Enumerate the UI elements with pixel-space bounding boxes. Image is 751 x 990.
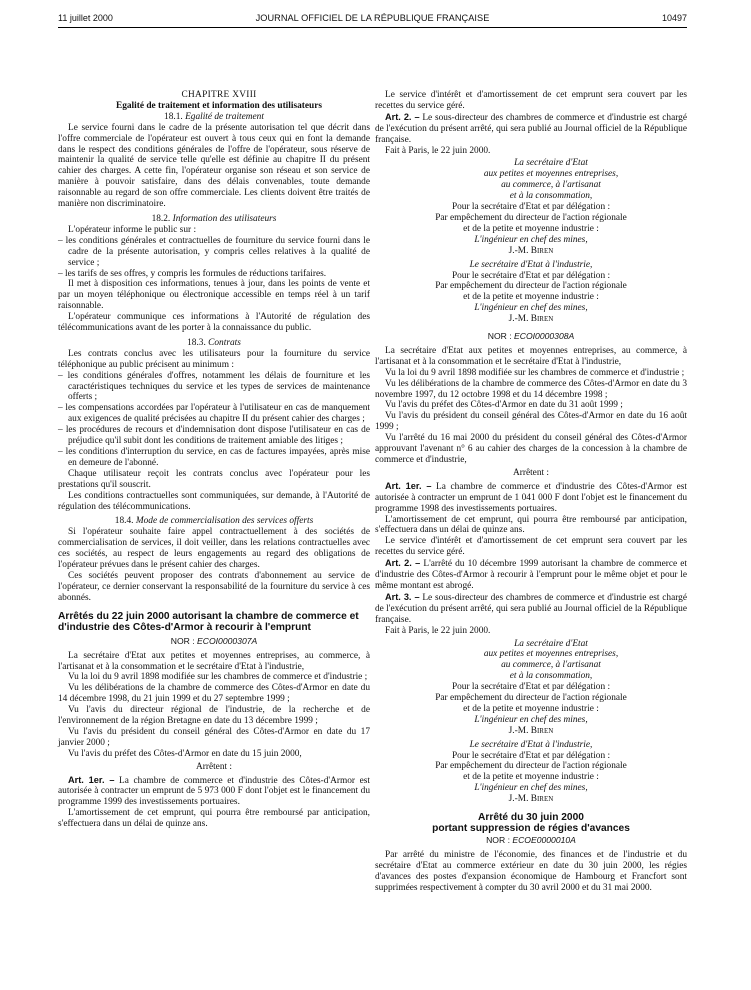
paragraph: La secrétaire d'Etat aux petites et moyennes entreprises, au commerce, à l'artisanat et à la consommation et le secrétaire d'Etat à l'industrie, bbox=[58, 650, 370, 672]
section-heading: 18.1. Egalité de traitement bbox=[164, 111, 264, 122]
paragraph: Le service d'intérêt et d'amortissement de cet emprunt sera couvert par les recettes du service géré. bbox=[375, 90, 687, 111]
signature-block: La secrétaire d'Etat aux petites et moyennes entreprises, au commerce, à l'artisanat et à la consommation, Pour la secrétaire d'Etat et par délégation : Par empêchement du directeur de l'action régionale et de la petite et moyenne industrie : L'ingénieur en chef des mines, J.-M. Biren bbox=[435, 638, 627, 736]
paragraph: Vu la loi du 9 avril 1898 modifiée sur les chambres de commerce et d'industrie ; bbox=[68, 672, 368, 683]
paragraph: Il met à disposition ces informations, tenues à jour, dans les points de vente et par un moyen téléphonique ou électronique accessible en temps réel à un tarif raisonnable. bbox=[58, 279, 370, 312]
section-heading: 18.2. Information des utilisateurs bbox=[151, 213, 277, 224]
decree-title: Arrêtés du 22 juin 2000 autorisant la chambre de commerce et d'industrie des Côtes-d'Armor à recourir à l'emprunt bbox=[58, 610, 359, 633]
nor-reference: NOR : ECOI0000308A bbox=[487, 331, 575, 342]
section-heading: 18.4. Mode de commercialisation des services offerts bbox=[114, 516, 314, 527]
signature-block: Le secrétaire d'Etat à l'industrie, Pour le secrétaire d'Etat et par délégation : Par empêchement du directeur de l'action régionale et de la petite et moyenne industrie : L'ingénieur en chef des mines, J.-M. Biren bbox=[435, 259, 627, 325]
paragraph: Les conditions contractuelles sont communiquées, sur demande, à l'Autorité de régulation des télécommunications. bbox=[58, 490, 370, 512]
signature-block: La secrétaire d'Etat aux petites et moyennes entreprises, au commerce, à l'artisanat et à la consommation, Pour la secrétaire d'Etat et par délégation : Par empêchement du directeur de l'action régionale et de la petite et moyenne industrie : L'ingénieur en chef des mines, J.-M. Biren bbox=[435, 158, 627, 256]
decree-title: Arrêté du 30 juin 2000 bbox=[478, 812, 584, 824]
paragraph: L'opérateur informe le public sur : bbox=[68, 224, 197, 235]
paragraph: Vu les délibérations de la chambre de commerce des Côtes-d'Armor en date du 3 novembre 1997, du 12 octobre 1998 et du 14 décembre 1998 ; bbox=[375, 378, 687, 400]
page-header bbox=[58, 13, 687, 27]
signature-block: Le secrétaire d'Etat à l'industrie, Pour le secrétaire d'Etat et par délégation : Par empêchement du directeur de l'action régionale et de la petite et moyenne industrie : L'ingénieur en chef des mines, J.-M. Biren bbox=[435, 739, 627, 805]
arretent: Arrêtent : bbox=[195, 761, 233, 772]
chapter-title: Egalité de traitement et information des utilisateurs bbox=[115, 100, 323, 111]
paragraph: Vu la loi du 9 avril 1898 modifiée sur les chambres de commerce et d'industrie ; bbox=[385, 367, 685, 378]
paragraph: L'opérateur communique ces informations à l'Autorité de régulation des télécommunications avant de les porter à la connaissance du public. bbox=[58, 312, 370, 334]
paragraph: Vu l'avis du président du conseil général des Côtes-d'Armor en date du 17 janvier 2000 ; bbox=[58, 726, 370, 748]
list-item: – les procédures de recours et d'indemnisation dont dispose l'utilisateur en cas de préjudice qu'il subit dont les conditions de traitement amiable des litiges ; bbox=[58, 425, 370, 447]
paragraph: La secrétaire d'Etat aux petites et moyennes entreprises, au commerce, à l'artisanat et à la consommation et le secrétaire d'Etat à l'industrie, bbox=[375, 345, 687, 367]
right-column bbox=[375, 90, 687, 894]
paragraph: Vu l'avis du directeur régional de l'industrie, de la recherche et de l'environnement de la région Bretagne en date du 13 décembre 1999 ; bbox=[58, 705, 370, 727]
paragraph: L'amortissement de cet emprunt, qui pourra être remboursé par anticipation, s'effectuera dans un délai de quinze ans. bbox=[58, 808, 370, 830]
paragraph: Fait à Paris, le 22 juin 2000. bbox=[385, 625, 491, 636]
list-item: – les tarifs de ses offres, y compris les formules de réductions tarifaires. bbox=[58, 268, 327, 279]
paragraph: Vu l'avis du préfet des Côtes-d'Armor en date du 31 août 1999 ; bbox=[385, 400, 623, 411]
section-heading: 18.3. Contrats bbox=[187, 337, 241, 348]
header-date: 11 juillet 2000 bbox=[58, 13, 113, 23]
article: Art. 2. – Le sous-directeur des chambres de commerce et d'industrie est chargé de l'exécution du présent arrêté, qui sera publié au Journal officiel de la République française. bbox=[375, 111, 687, 145]
paragraph: Ces sociétés peuvent proposer des contrats d'abonnement au service de l'opérateur, ce dernier conservant la responsabilité de la fourniture du service à ces abonnés. bbox=[58, 570, 370, 603]
article: Art. 1er. – La chambre de commerce et d'industrie des Côtes-d'Armor est autorisée à contracter un emprunt de 1 041 000 F dont l'objet est le financement du programme 1998 des investissements portuaires. bbox=[375, 480, 687, 514]
list-item: – les compensations accordées par l'opérateur à l'utilisateur en cas de manquement aux exigences de qualité précisées au chapitre II du présent cahier des charges ; bbox=[58, 403, 370, 425]
arretent: Arrêtent : bbox=[512, 467, 550, 478]
paragraph: Les contrats conclus avec les utilisateurs pour la fourniture du service téléphonique au public précisent au minimum : bbox=[58, 348, 370, 370]
article: Art. 2. – L'arrêté du 10 décembre 1999 autorisant la chambre de commerce et d'industrie des Côtes-d'Armor à recourir à l'emprunt pour le même objet et pour le même montant est abrogé. bbox=[375, 558, 687, 591]
chapter-heading: CHAPITRE XVIII bbox=[181, 90, 257, 100]
paragraph: Fait à Paris, le 22 juin 2000. bbox=[385, 145, 491, 156]
paragraph: Le service d'intérêt et d'amortissement de cet emprunt sera couvert par les recettes du service géré. bbox=[375, 536, 687, 558]
header-rule bbox=[58, 27, 687, 28]
nor-reference: NOR : ECOI0000307A bbox=[170, 635, 258, 646]
paragraph: Vu l'arrêté du 16 mai 2000 du président du conseil général des Côtes-d'Armor approuvant l'avenant n° 6 au cahier des charges de la concession à la chambre de commerce et d'industrie, bbox=[375, 433, 687, 465]
list-item: – les conditions d'interruption du service, en cas de factures impayées, après mise en demeure de l'abonné. bbox=[58, 447, 370, 468]
list-item: – les conditions générales d'offres, notamment les délais de fourniture et les caractéristiques techniques du service et les types de services de maintenance offerts ; bbox=[58, 370, 370, 403]
paragraph: Vu les délibérations de la chambre de commerce des Côtes-d'Armor en date du 14 décembre 1998, du 21 juin 1999 et du 27 septembre 1999 ; bbox=[58, 683, 370, 705]
nor-reference: NOR : ECOE0000010A bbox=[486, 835, 576, 846]
header-page-number: 10497 bbox=[661, 13, 687, 23]
paragraph: L'amortissement de cet emprunt, qui pourra être remboursé par anticipation, s'effectuera dans un délai de quinze ans. bbox=[375, 514, 687, 536]
paragraph: Si l'opérateur souhaite faire appel contractuellement à des sociétés de commercialisation de services, il doit veiller, dans les relations contractuelles avec ces sociétés, au respect de leurs engagements au regard des obligations de l'opérateur prévues dans le présent cahier des charges. bbox=[58, 527, 370, 571]
paragraph: Vu l'avis du préfet des Côtes-d'Armor en date du 15 juin 2000, bbox=[68, 748, 302, 759]
paragraph: Vu l'avis du président du conseil général des Côtes-d'Armor en date du 16 août 1999 ; bbox=[375, 411, 687, 433]
left-column bbox=[58, 90, 370, 830]
decree-title: portant suppression de régies d'avances bbox=[432, 823, 630, 835]
article: Art. 3. – Le sous-directeur des chambres de commerce et d'industrie est chargé de l'exécution du présent arrêté, qui sera publié au Journal officiel de la République française. bbox=[375, 591, 687, 625]
article: Art. 1er. – La chambre de commerce et d'industrie des Côtes-d'Armor est autorisée à contracter un emprunt de 5 973 000 F dont l'objet est le financement du programme 1999 des investissements portuaires. bbox=[58, 774, 370, 808]
paragraph: Chaque utilisateur reçoit les contrats conclus avec l'opérateur pour les prestations qu'il souscrit. bbox=[58, 468, 370, 490]
list-item: – les conditions générales et contractuelles de fourniture du service fourni dans le cadre de la présente autorisation, y compris celles relatives à la qualité de service ; bbox=[58, 235, 370, 268]
paragraph: Par arrêté du ministre de l'économie, des finances et de l'industrie et du secrétaire d'Etat au commerce extérieur en date du 30 juin 2000, les régies d'avances des postes d'expansion économique de Hambourg et Francfort sont supprimées respectivement à compter du 30 avril 2000 et du 31 mai 2000. bbox=[375, 850, 687, 893]
header-title: JOURNAL OFFICIEL DE LA RÉPUBLIQUE FRANÇAISE bbox=[255, 13, 490, 23]
paragraph: Le service fourni dans le cadre de la présente autorisation tel que décrit dans l'offre commerciale de l'opérateur est ouvert à tous ceux qui en font la demande dans le respect des conditions générales de l'offre de l'opérateur, sous réserve de maintenir la qualité de service telle qu'elle est définie au chapitre II du présent cahier des charges. A cette fin, l'opérateur organise son réseau et son service de manière à pouvoir satisfaire, dans des délais convenables, toute demande raisonnable au regard de son offre commerciale. Les clients doivent être traités de manière non discriminatoire. bbox=[58, 122, 370, 210]
